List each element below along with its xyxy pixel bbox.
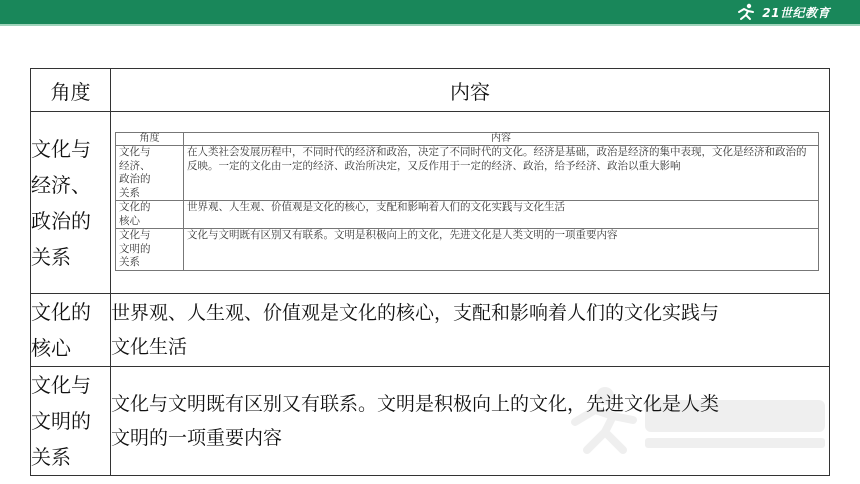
row-content: 世界观、人生观、价值观是文化的核心，支配和影响着人们的文化实践与 文化生活 [111,294,830,367]
header-accent-line [0,24,860,26]
row-label: 文化的 核心 [31,294,111,367]
table-row [31,112,830,294]
inner-row: 文化的 核心 世界观、人生观、价值观是文化的核心，支配和影响着人们的文化实践与文化生活 [116,201,819,229]
header-cell-content: 内容 [111,69,830,112]
runner-logo-icon [735,3,757,21]
inner-header-row: 角度 内容 [116,133,819,146]
table-header-row [31,69,830,112]
row-label: 文化与 文明的 关系 [31,367,111,476]
inner-row: 文化与 经济、 政治的 关系 在人类社会发展历程中，不同时代的经济和政治，决定了不同时代的文化。经济是基础，政治是经济的集中表现，文化是经济和政治的反映。一定的文化由一定的经济、政治所决定，又反作用于一定的经济、政治，给予经济、政治以重大影响 [116,146,819,201]
header-cell-angle: 角度 [31,69,111,112]
inner-row: 文化与 文明的 关系 文化与文明既有区别又有联系。文明是积极向上的文化，先进文化是人类文明的一项重要内容 [116,229,819,271]
row-content-embedded-image [111,112,830,294]
top-header-bar [0,0,860,24]
brand-text: 21世纪教育 [762,5,830,20]
table-row [31,294,830,367]
embedded-table-image [115,132,819,271]
brand [735,3,830,21]
table-row [31,367,830,476]
row-label: 文化与 经济、 政治的 关系 [31,112,111,294]
content-table [30,68,830,476]
row-content: 文化与文明既有区别又有联系。文明是积极向上的文化，先进文化是人类 文明的一项重要内容 [111,367,830,476]
